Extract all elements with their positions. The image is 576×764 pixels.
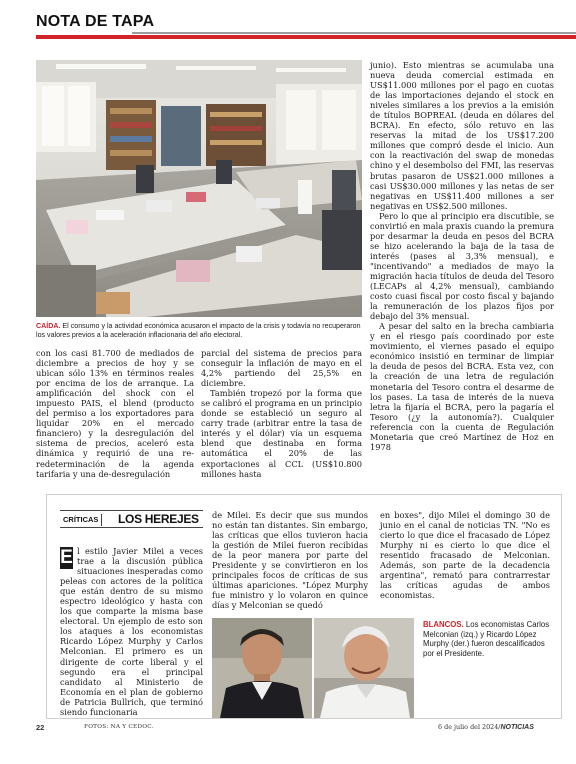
portrait-right-illustration [314,618,414,718]
magazine-name: NOTICIAS [500,724,534,731]
section-header [36,10,576,40]
sidebar-column-2 [212,510,368,610]
portraits-caption-text: Los economistas Carlos Melconian (izq.) y Ricardo López Murphy (der.) fueron descalificados por el Presidente. [423,620,550,658]
issue-date: 6 de julio del 2024/NOTICIAS [438,723,534,731]
portrait-melconian [212,618,312,718]
portraits-caption [423,620,553,658]
article-paragraph: Pero lo que al principio era discutible, se convirtió en mala praxis cuando la premura por desarmar la deuda en pesos del BCRA se hizo acelerando la baja de la tasa de interés (pases al 3,3% mensual), e "incentivando" a mediados de mayo la migración hacia títulos de deuda del Tesoro (LECAPs al 4,2% mensual), cambiando costo cuasi fiscal por costo fiscal y bajando la remuneración de los plazos fijos por debajo del 3% mensual. [370,210,554,322]
sidebar-paragraph: l estilo Javier Milei a veces trae a la discusión pública situaciones inesperadas como peleas con actores de la política que están dentro de su mismo espectro ideológico y hasta con los que comparte la misma base electoral. Un ejemplo de esto son los ataques a los economistas Ricardo López Murphy y Carlos Melconian. El primero es un dirigente de corte liberal y el segundo era el principal candidato al Ministerio de Economía en el plan de gobierno de Patricia Bullrich, que terminó siendo funcionaria [60,546,203,717]
article-column-left [36,348,194,479]
sidebar-column-1 [60,546,203,717]
sidebar-paragraph: de Milei. Es decir que sus mundos no están tan distantes. Sin embargo, las críticas que ellos tuvieron hacia la gestión de Milei fueron recibidas de la peor manera por parte del Presidente y se convirtieron en los principales focos de críticas de sus últimas apariciones. "López Murphy fue ministro y lo volaron en quince días y Melconian se quedó [212,510,368,611]
portraits-caption-lead: BLANCOS. [423,620,464,629]
dropcap: E [60,547,73,568]
header-rule-gray [132,32,576,34]
sidebar-column-3 [380,510,550,600]
sidebar-paragraph: en boxes", dijo Milei el domingo 30 de junio en el canal de noticias TN. "No es cierto lo que dice el fracasado de López Murphy ni es cierto lo que dice el resentido fracasado de Melconian. Además, son parte de la decadencia argentina", remató para contrarrestar las críticas agudas de ambos economistas. [380,510,550,601]
workshop-illustration [36,60,362,317]
photo-caption-lead: CAÍDA. [36,322,61,330]
sidebar-headline: LOS HEREJES [118,512,199,526]
section-title: NOTA DE TAPA [36,13,155,30]
portrait-left-illustration [212,618,312,718]
photo-credit: FOTOS: NA Y CEDOC. [84,724,154,730]
workshop-photo [36,60,362,317]
portrait-lopez-murphy [314,618,414,718]
issue-date-text: 6 de julio del 2024 [438,723,499,731]
photo-caption [36,322,362,340]
photo-caption-text: El consumo y la actividad económica acusaron el impacto de la crisis y todavía no recuperaron los valores previos a la aceleración inflacionaria del año electoral. [36,322,361,339]
article-paragraph: También tropezó por la forma que se calibró el programa en un principio donde se estableció un seguro al carry trade (arbitrar entre la tasa de interés y el dólar) vía un esquema blend que destinaba en forma automática el 20% de las exportaciones al CCL (US$10.800 millones hasta [201,388,362,479]
article-column-middle [201,348,362,479]
article-paragraph: A pesar del salto en la brecha cambiaria y en el riesgo país coordinado por este movimiento, el viernes pasado el equipo económico insistió en terminar de limpiar la deuda de pesos del BCRA. Esta vez, con la creación de una letra de regulación monetaria del Tesoro contra el desarme de los pases. La tasa de interés de la nueva letra la fijaría el BCRA, pero la pagaría el Tesoro (¿y la autonomía?). Cualquier referencia con la cuenta de Regulación Monetaria que creó Martínez de Hoz en 1978 [370,321,554,452]
page-number: 22 [36,723,45,732]
article-paragraph: con los casi 81.700 de mediados de diciembre a precios de hoy y se ubican sólo 13% en términos reales por encima de los de arranque. La amplificación del shock con el impuesto PAIS, el blend (producto del permiso a los exportadores para liquidar 20% en el mercado financiero) y la desregulación del sistema de precios, aceleró esta dinámica y requirió de una re-redeterminación de la agenda tarifaria y una de-desregulación [36,348,194,479]
sidebar-kicker [60,510,203,528]
page-footer [36,722,576,736]
article-column-right [370,60,554,452]
article-paragraph: junio). Esto mientras se acumulaba una nueva deuda comercial estimada en US$11.000 millones por el pago en cuotas de las importaciones dejando el stock en niveles similares a los previos a la emisión de títulos BOPREAL (deuda en dólares del BCRA). En efecto, sólo retuvo en las reservas la mitad de los US$17.200 millones que compró desde el inicio. Aun con la reactivación del swap de monedas chino y el desembolso del FMI, las reservas brutas pasaron de US$21.000 millones a casi US$30.000 millones y las netas de ser negativas en US$11.400 millones a ser negativas en US$2.500 millones. [370,60,554,211]
article-paragraph: parcial del sistema de precios para conseguir la inflación de mayo en el 4,2% partiendo del 25,5% en diciembre. [201,348,362,389]
sidebar-tag: CRÍTICAS [60,514,102,526]
header-rule-red [36,35,576,39]
